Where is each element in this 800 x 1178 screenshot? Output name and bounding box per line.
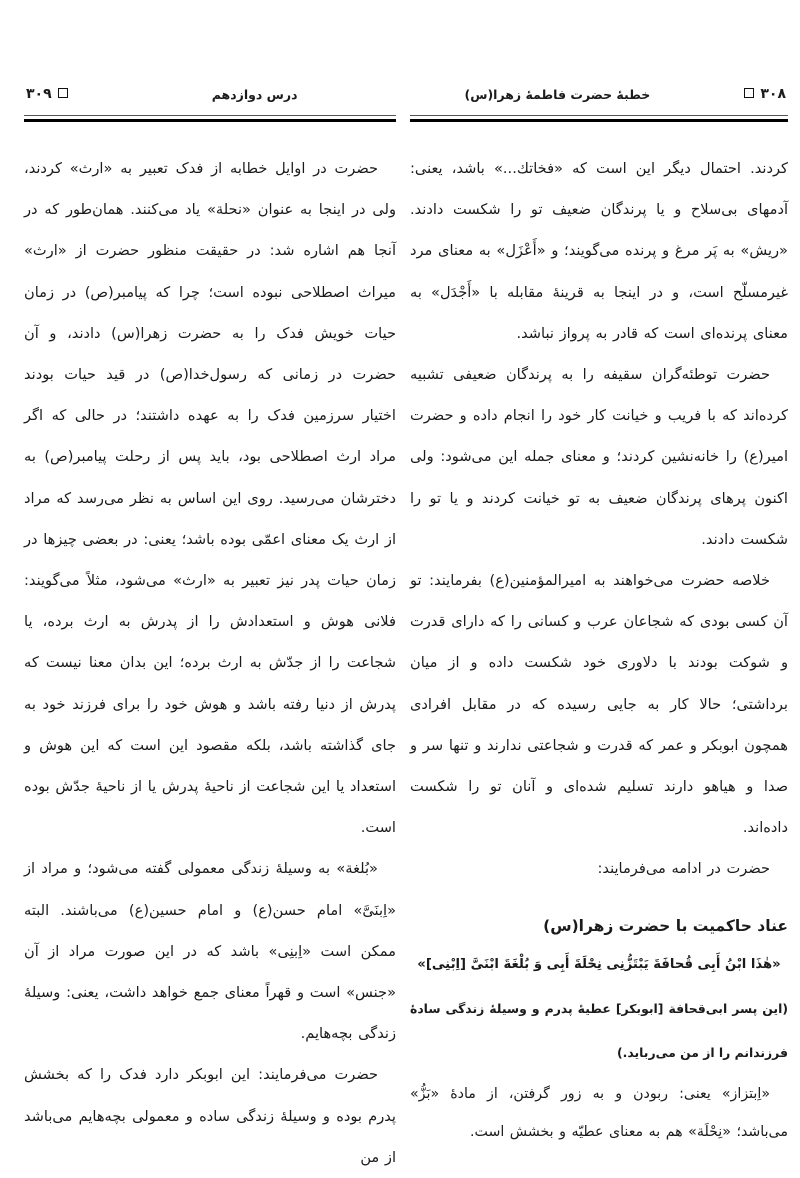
running-head-title-left: درس دوازدهم xyxy=(211,87,298,102)
page-number-right xyxy=(738,86,786,102)
paragraph: «بُلغة» به وسیلهٔ زندگی معمولی گفته می‌شود؛ و مراد از «اِبنَیَّ» امام حسن(ع) و امام حسین(ع) می‌باشند. البته ممکن است «اِبنِی» باشد که در این صورت مراد از آن «جنس» است و قهراً معنای جمع خواهد داشت، یعنی: وسیلهٔ زندگی بچه‌هایم. xyxy=(24,860,396,1043)
page-ornament-square-icon xyxy=(744,88,754,98)
page-body-right xyxy=(410,148,788,1151)
rule-thin xyxy=(410,115,788,117)
page-ornament-square-icon xyxy=(58,88,68,98)
paragraph: «اِبتزاز» یعنی: ربودن و به زور گرفتن، از مادهٔ «بَزُّ» می‌باشد؛ «نِحْلَة» هم به معنای عطیّه و بخشش است. xyxy=(410,1085,788,1140)
header-double-rule xyxy=(410,115,788,123)
rule-thin xyxy=(24,115,396,117)
page-number-left xyxy=(26,86,74,102)
section-heading: عناد حاکمیت با حضرت زهرا(س) xyxy=(543,916,788,935)
paragraph: حضرت در ادامه می‌فرمایند: xyxy=(597,860,770,878)
running-head-title-right: خطبهٔ حضرت فاطمهٔ زهرا(س) xyxy=(464,87,651,102)
rule-thick xyxy=(410,119,788,123)
paragraph: حضرت در اوایل خطابه از فدک تعبیر به «ارث» کردند، ولی در اینجا به عنوان «نحلة» یاد می‌کنند. همان‌طور که در آنجا هم اشاره شد: در حقیقت منظور حضرت از «ارث» میراث اصطلاحی نبوده است؛ چرا که پیامبر(ص) در زمان حیات خویش فدک را به حضرت زهرا(س) دادند، و آن حضرت در زمانی که رسول‌خدا(ص) در قید حیات بودند اختیار سرزمین فدک را به عهده داشتند؛ در حالی که اگر مراد ارث اصطلاحی بود، باید پس از رحلت پیامبر(ص) به دخترشان می‌رسید. روی این اساس به نظر می‌رسد که مراد از ارث یک معنای اعمّی بوده باشد؛ یعنی: در بعضی چیزها در زمان حیات پدر نیز تعبیر به «ارث» می‌شود، مثلاً می‌گویند: فلانی هوش و استعدادش را از پدرش به ارث برده، یا شجاعت را از جدّش به ارث برده؛ این بدان معنا نیست که پدرش از دنیا رفته باشد و هوش خود را برای فرزند خود به جای گذاشته باشد، بلکه مقصود این است که این هوش و استعداد یا این شجاعت از ناحیهٔ پدرش یا از ناحیهٔ جدّش بوده است. xyxy=(24,160,396,837)
page-body-left xyxy=(24,148,396,1178)
running-head-right xyxy=(410,86,788,122)
header-double-rule xyxy=(24,115,396,123)
paragraph: حضرت می‌فرمایند: این ابوبکر دارد فدک را که بخشش پدرم بوده و وسیلهٔ زندگی ساده و معمولی بچه‌هایم می‌باشد از من xyxy=(24,1066,396,1166)
quote-translation: (این پسر ابی‌قحافة [ابوبکر] عطیهٔ پدرم و وسیلهٔ زندگی سادهٔ فرزندانم را از من می‌رباید.) xyxy=(410,1000,788,1060)
paragraph: خلاصه حضرت می‌خواهند به امیرالمؤمنین(ع) بفرمایند: تو آن کسی بودی که شجاعان عرب و کسانی را که دارای قدرت و شوکت بودند با دلاوری خود شکست داده و از میان برداشتی؛ حالا کار به جایی رسیده که در مقابل افرادی همچون ابوبکر و عمر که قدرت و شجاعتی ندارند و تنها سر و صدا و هیاهو دارند تسلیم شده‌ای و آنان تو را شکست داده‌اند. xyxy=(410,572,788,837)
rule-thick xyxy=(24,119,396,123)
running-head-left xyxy=(24,86,396,122)
paragraph: حضرت توطئه‌گران سقیفه را به پرندگان ضعیفی تشبیه کرده‌اند که با فریب و خیانت کار خود را انجام داده و حضرت امیر(ع) را خانه‌نشین کردند؛ و معنای جمله این می‌شود: ولی اکنون پرهای پرندگان ضعیف به تو خیانت کردند و یا تو را شکست دادند. xyxy=(410,366,788,548)
page-number-value: ۳۰۸ xyxy=(760,86,786,102)
page-number-value: ۳۰۹ xyxy=(26,86,52,102)
arabic-quote: «هٰذَا ابْنُ أَبِی قُحافَةَ یَبْتَزُّنِی نِحْلَةَ أَبِی وَ بُلْغَةَ ابْنَیَّ [اِبْنِی]» xyxy=(417,956,781,972)
page-309 xyxy=(24,86,396,1178)
page-308 xyxy=(410,86,788,1151)
paragraph: کردند. احتمال دیگر این است که «فخاتك...» باشد، یعنی: آدمهای بی‌سلاح و یا پرندگان ضعیف تو را شکست دادند. «ریش» به پَر مرغ و پرنده می‌گویند؛ و «أَعْزَل» به معنای مرد غیرمسلّح است، و در اینجا به قرینهٔ مقابله با «أَجْدَل» به معنای پرنده‌ای است که قادر به پرواز نباشد. xyxy=(410,160,788,342)
